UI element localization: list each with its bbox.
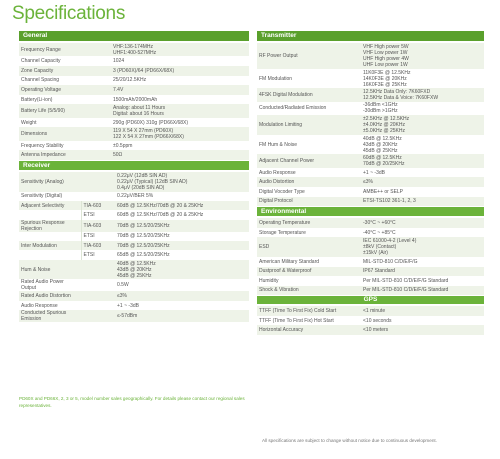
- page-title: Specifications: [12, 3, 126, 24]
- spec-label: Shock & Vibration: [257, 286, 361, 296]
- spec-value-line: -40°C ~ +85°C: [363, 229, 396, 236]
- environmental-row: [257, 228, 484, 238]
- spec-value: [361, 257, 484, 267]
- spec-value: [361, 154, 484, 167]
- spec-standard: [81, 172, 115, 192]
- environmental-row: [257, 257, 484, 267]
- spec-value-line: ETSI-TS102 361-1, 2, 3: [363, 198, 416, 205]
- spec-value-line: 122 X 54 X 27mm (PD66X/68X): [113, 134, 184, 141]
- spec-value-line: 70dB @ 12.5/20/25KHz: [117, 242, 170, 249]
- spec-label: Conducted/Radiated Emission: [259, 105, 327, 112]
- spec-value-line: ±5.0KHz @ 25KHz: [363, 127, 406, 134]
- receiver-row: [19, 250, 249, 259]
- receiver-row: [19, 310, 249, 322]
- spec-label: Digital Vocoder Type: [259, 188, 305, 195]
- environmental-table: [257, 218, 484, 295]
- spec-value: [361, 187, 484, 197]
- spec-value-line: +1 ~ -3dB: [117, 302, 139, 309]
- receiver-row: [19, 201, 249, 210]
- environmental-row: [257, 218, 484, 228]
- spec-value: [115, 172, 249, 192]
- general-row: [19, 95, 249, 105]
- environmental-row: [257, 267, 484, 277]
- spec-value: [115, 220, 249, 232]
- spec-label: Digital Protocol: [257, 197, 361, 207]
- spec-value-line: 119 X 54 X 27mm (PD60X): [113, 128, 174, 135]
- spec-label: Audio Response: [21, 302, 58, 309]
- transmitter-section-header: Transmitter: [257, 31, 484, 41]
- general-row: [19, 127, 249, 140]
- spec-value-line: 60dB @ 12.5KHz/70dB @ 20 & 25KHz: [117, 202, 204, 209]
- spec-label: Adjacent Channel Power: [257, 154, 361, 167]
- spec-value-line: 70dB @ 20/25KHz: [363, 161, 405, 168]
- spec-value-line: 45dB @ 25KHz: [117, 272, 152, 279]
- spec-value-line: 65dB @ 12.5/20/25KHz: [117, 252, 170, 259]
- general-table: [19, 43, 249, 160]
- transmitter-row: [257, 168, 484, 178]
- spec-value: [111, 95, 249, 105]
- transmitter-row: [257, 154, 484, 167]
- spec-value: [115, 250, 249, 259]
- spec-label: Rated Audio Power Output: [21, 279, 64, 292]
- footnote-right: All specifications are subject to change without notice due to continuous development.: [262, 438, 437, 443]
- general-row: [19, 85, 249, 95]
- spec-label: Rated Audio Distortion: [19, 291, 81, 300]
- spec-label: TTFF (Time To First Fix) Hot Start: [259, 317, 334, 324]
- spec-standard: [81, 310, 115, 322]
- spec-standard: ETSI: [81, 232, 115, 241]
- spec-value: [361, 102, 484, 115]
- spec-label: Operating Voltage: [19, 85, 111, 95]
- spec-value-line: 1500mAh/2000mAh: [113, 96, 158, 103]
- receiver-table: [19, 172, 249, 322]
- spec-value-line: Analog: about 11 Hours: [113, 105, 166, 112]
- spec-value: [361, 218, 484, 228]
- spec-value-line: -36dBm <1GHz: [363, 102, 398, 109]
- spec-value-line: -30dBm >1GHz: [363, 108, 398, 115]
- spec-standard: [81, 192, 115, 201]
- spec-value-line: 290g (PD60X) 310g (PD66X/68X): [113, 119, 189, 126]
- spec-value-line: VHF Low power 1W: [363, 49, 408, 56]
- spec-value-line: ≤3%: [117, 293, 127, 300]
- spec-value: [111, 127, 249, 140]
- spec-value-line: <10 meters: [363, 327, 389, 334]
- spec-value-line: 45dB @ 25KHz: [363, 147, 398, 154]
- spec-label: Operating Temperature: [257, 218, 361, 228]
- spec-value: [115, 310, 249, 322]
- spec-value: [111, 66, 249, 76]
- spec-value-line: 7.4V: [113, 86, 124, 93]
- transmitter-row: [257, 197, 484, 207]
- spec-value: [115, 201, 249, 210]
- spec-value-line: 50Ω: [113, 152, 123, 159]
- spec-value-line: IP67 Standard: [363, 268, 395, 275]
- spec-value-line: 40dB @ 12.5KHz: [363, 135, 402, 142]
- spec-value: [361, 306, 484, 316]
- receiver-row: [19, 210, 249, 219]
- spec-value-line: AMBE++ or SELP: [363, 188, 404, 195]
- spec-label: Battery Life (5/5/90): [19, 104, 111, 117]
- spec-value: [361, 43, 484, 69]
- spec-value: [111, 104, 249, 117]
- spec-value: [361, 276, 484, 286]
- receiver-row: [19, 279, 249, 291]
- spec-value-line: Per MIL-STD-810 C/D/E/F/G Standard: [363, 277, 449, 284]
- spec-label: Audio Distortion: [257, 177, 361, 187]
- spec-value-line: 12.5KHz Data & Voice: 7K60FXW: [363, 95, 439, 102]
- general-row: [19, 141, 249, 151]
- spec-value-line: 60dB @ 12.5KHz/70dB @ 20 & 25KHz: [117, 211, 204, 218]
- transmitter-row: [257, 135, 484, 155]
- spec-value: [361, 69, 484, 89]
- spec-value-line: 43dB @ 20KHz: [117, 266, 152, 273]
- gps-table: [257, 306, 484, 335]
- spec-standard: [81, 260, 115, 280]
- spec-value: [361, 316, 484, 326]
- general-row: [19, 56, 249, 66]
- spec-label: Storage Temperature: [259, 229, 306, 236]
- receiver-row: [19, 291, 249, 300]
- spec-label: Dimensions: [19, 127, 111, 140]
- transmitter-table: [257, 43, 484, 206]
- spec-value-line: ±0.5ppm: [113, 142, 133, 149]
- receiver-section-header: Receiver: [19, 161, 249, 170]
- spec-value-line: 0.22μV (Typical) (12dB SIN AD): [117, 178, 188, 185]
- spec-value-line: 43dB @ 20KHz: [363, 141, 398, 148]
- receiver-row: [19, 232, 249, 241]
- spec-standard: ETSI: [81, 210, 115, 219]
- receiver-row: [19, 172, 249, 192]
- spec-standard: [81, 291, 115, 300]
- gps-row: [257, 306, 484, 316]
- spec-value-line: MIL-STD-810 C/D/E/F/G: [363, 258, 418, 265]
- transmitter-row: [257, 43, 484, 69]
- spec-standard: ETSI: [81, 250, 115, 259]
- spec-value: [115, 210, 249, 219]
- spec-label: Modulation Limiting: [257, 115, 361, 135]
- spec-label: Spurious Response Rejection: [19, 220, 81, 232]
- spec-value: [361, 168, 484, 178]
- spec-label: Antenna Impedance: [19, 150, 111, 160]
- spec-value: [111, 76, 249, 86]
- spec-label: TTFF (Time To First Fix) Cold Start: [257, 306, 361, 316]
- spec-label: Horizontal Accuracy: [257, 325, 361, 335]
- spec-value-line: 70dB @ 12.5/20/25KHz: [117, 233, 170, 240]
- spec-value-line: ±4.0KHz @ 20KHz: [363, 121, 406, 128]
- spec-label: Conducted Spurious Emission: [19, 310, 81, 322]
- spec-value-line: -30°C ~ +60°C: [363, 219, 396, 226]
- spec-value-line: 60dB @ 12.5KHz: [363, 155, 402, 162]
- spec-label: Battery(Li-ion): [21, 96, 53, 103]
- spec-value-line: VHF:136-174MHz: [113, 43, 154, 50]
- spec-value-line: ≤3%: [363, 179, 373, 186]
- spec-value-line: ±2.5KHz @ 12.5KHz: [363, 115, 410, 122]
- receiver-row: [19, 192, 249, 201]
- environmental-row: [257, 237, 484, 257]
- transmitter-row: [257, 177, 484, 187]
- spec-value: [361, 267, 484, 277]
- spec-value-line: Per MIL-STD-810 C/D/E/F/G Standard: [363, 287, 449, 294]
- spec-value: [115, 279, 249, 291]
- spec-label: FM Modulation: [259, 75, 293, 82]
- spec-value: [111, 118, 249, 128]
- spec-standard: TIA-603: [81, 241, 115, 250]
- spec-value-line: 0.22μV (12dB SIN AD): [117, 172, 168, 179]
- spec-value-line: 70dB @ 12.5/20/25KHz: [117, 222, 170, 229]
- spec-value-line: 1024: [113, 58, 125, 65]
- spec-value-line: UHF High power 4W: [363, 55, 409, 62]
- environmental-section-header: Environmental: [257, 207, 484, 216]
- spec-label: 4FSK Digital Modulation: [257, 88, 361, 101]
- spec-label: ESD: [257, 237, 361, 257]
- spec-value-line: 12.5KHz Data Only: 7K60FXD: [363, 89, 431, 96]
- general-section-header: General: [19, 31, 249, 41]
- transmitter-row: [257, 69, 484, 89]
- spec-value: [111, 43, 249, 56]
- spec-value-line: ±15kV (Air): [363, 250, 388, 257]
- spec-value: [111, 56, 249, 66]
- spec-value-line: VHF High power 5W: [363, 43, 409, 50]
- spec-label: Dustproof & Waterproof: [257, 267, 361, 277]
- receiver-row: [19, 220, 249, 232]
- spec-value-line: 14K0F3E @ 20KHz: [363, 75, 407, 82]
- spec-label: [19, 250, 81, 259]
- spec-value: [115, 260, 249, 280]
- spec-label: American Military Standard: [259, 258, 320, 265]
- right-column: [257, 31, 484, 335]
- receiver-row: [19, 241, 249, 250]
- footnote-left: PD60X and PD66X, 2, 3 or 5, model number sales geographically. For details please contact our regional sales representatives.: [19, 396, 245, 408]
- spec-value-line: +1 ~ -3dB: [363, 169, 385, 176]
- spec-standard: TIA-603: [81, 220, 115, 232]
- spec-value-line: <1 minute: [363, 308, 386, 315]
- environmental-row: [257, 286, 484, 296]
- spec-value-line: 0.4μV (20dB SIN AD): [117, 184, 165, 191]
- spec-value: [361, 115, 484, 135]
- spec-value-line: 3 (PD60X)/64 (PD66X/68X): [113, 67, 175, 74]
- spec-value-line: ±8kV (Contact): [363, 244, 397, 251]
- spec-label: Sensitivity (Analog): [19, 172, 81, 192]
- spec-label: [19, 232, 81, 241]
- spec-standard: [81, 279, 115, 291]
- transmitter-row: [257, 102, 484, 115]
- spec-value: [115, 301, 249, 310]
- spec-label: Hum & Noise: [19, 260, 81, 280]
- general-row: [19, 66, 249, 76]
- general-row: [19, 43, 249, 56]
- spec-value-line: 40dB @ 12.5KHz: [117, 260, 156, 267]
- receiver-row: [19, 301, 249, 310]
- spec-label: Frequency Stability: [21, 142, 64, 149]
- general-row: [19, 118, 249, 128]
- receiver-row: [19, 260, 249, 280]
- spec-value: [115, 291, 249, 300]
- gps-section-header: GPS: [257, 296, 484, 304]
- spec-label: FM Hum & Noise: [259, 141, 298, 148]
- spec-label: RF Power Output: [257, 43, 361, 69]
- spec-value: [361, 325, 484, 335]
- spec-value: [115, 232, 249, 241]
- spec-label: Channel Spacing: [21, 77, 60, 84]
- spec-value-line: 25/20/12.5KHz: [113, 77, 147, 84]
- spec-label: Audio Response: [259, 169, 296, 176]
- spec-label: Adjacent Selectivity: [19, 201, 81, 210]
- spec-label: Inter Modulation: [19, 241, 81, 250]
- spec-value-line: Digital: about 16 Hours: [113, 111, 164, 118]
- spec-value-line: 16K0F3E @ 25KHz: [363, 81, 407, 88]
- spec-value: [361, 177, 484, 187]
- spec-value-line: 0.22μV/BER 5%: [117, 193, 154, 200]
- general-row: [19, 76, 249, 86]
- spec-label: Zone Capacity: [19, 66, 111, 76]
- spec-label: Frequency Range: [19, 43, 111, 56]
- gps-row: [257, 325, 484, 335]
- spec-label: Channel Capacity: [21, 58, 61, 65]
- transmitter-row: [257, 115, 484, 135]
- spec-value: [361, 286, 484, 296]
- spec-value: [115, 241, 249, 250]
- general-row: [19, 150, 249, 160]
- transmitter-row: [257, 187, 484, 197]
- spec-value-line: 0.5W: [117, 282, 129, 289]
- spec-value-line: UHF Low power 1W: [363, 61, 408, 68]
- spec-label: Weight: [21, 119, 37, 126]
- spec-standard: [81, 301, 115, 310]
- spec-value: [361, 228, 484, 238]
- spec-value: [361, 88, 484, 101]
- spec-value-line: 11K0F3E @ 12.5KHz: [363, 69, 411, 76]
- left-column: [19, 31, 249, 322]
- spec-value-line: IEC 61000-4-2 (Level 4): [363, 238, 417, 245]
- spec-value-line: UHF1:400-527MHz: [113, 49, 157, 56]
- transmitter-row: [257, 88, 484, 101]
- spec-value: [361, 197, 484, 207]
- environmental-row: [257, 276, 484, 286]
- spec-value: [111, 141, 249, 151]
- spec-value: [361, 135, 484, 155]
- gps-row: [257, 316, 484, 326]
- spec-standard: TIA-603: [81, 201, 115, 210]
- spec-label: Humidity: [259, 277, 279, 284]
- spec-value: [111, 85, 249, 95]
- general-row: [19, 104, 249, 117]
- spec-value: [361, 237, 484, 257]
- spec-label: Sensitivity (Digital): [21, 193, 63, 200]
- spec-label: [19, 210, 81, 219]
- spec-value: [111, 150, 249, 160]
- spec-value: [115, 192, 249, 201]
- spec-value-line: ≤-57dBm: [117, 313, 138, 320]
- spec-value-line: <10 seconds: [363, 317, 392, 324]
